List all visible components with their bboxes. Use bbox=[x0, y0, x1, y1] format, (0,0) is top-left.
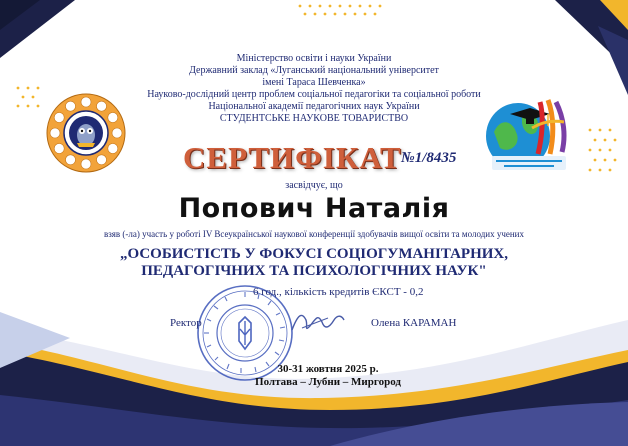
conference-cities: Полтава – Лубни – Миргород bbox=[255, 376, 401, 388]
conference-theme-line-2: ПЕДАГОГІЧНИХ ТА ПСИХОЛОГІЧНИХ НАУК" bbox=[141, 263, 487, 279]
certificate-title: СЕРТИФІКАТ bbox=[183, 140, 402, 175]
conference-dates: 30-31 жовтня 2025 р. bbox=[277, 363, 379, 375]
signature-icon bbox=[288, 308, 348, 336]
org-line-academy: Національної академії педагогічних наук України bbox=[208, 101, 420, 112]
recipient-name: Попович Наталія bbox=[178, 193, 450, 224]
title-row bbox=[0, 140, 628, 176]
org-line-student-society: СТУДЕНТСЬКЕ НАУКОВЕ ТОВАРИСТВО bbox=[219, 113, 409, 124]
org-line-research-center: Науково-дослідний центр проблем соціальної педагогіки та соціальної роботи bbox=[147, 89, 481, 100]
rector-label: Ректор bbox=[170, 317, 202, 329]
certificate-number: №1/8435 bbox=[401, 150, 457, 166]
hours-credits: 6 год., кількість кредитів ЄКСТ - 0,2 bbox=[253, 286, 424, 298]
conference-theme-line-1: „ОСОБИСТІСТЬ У ФОКУСІ СОЦІОГУМАНІТАРНИХ, bbox=[119, 246, 508, 262]
org-line-university-name: імені Тараса Шевченка» bbox=[262, 77, 366, 88]
org-line-ministry: Міністерство освіти і науки України bbox=[236, 53, 392, 64]
dots-top bbox=[299, 5, 382, 16]
org-line-state-institution: Державний заклад «Луганський національний університет bbox=[189, 65, 439, 76]
signatory-name: Олена КАРАМАН bbox=[371, 317, 457, 329]
participation-text: взяв (-ла) участь у роботі IV Всеукраїнської наукової конференції здобувачів вищої освіти та молодих учених bbox=[103, 229, 525, 239]
certifies-text: засвідчує, що bbox=[285, 180, 343, 191]
